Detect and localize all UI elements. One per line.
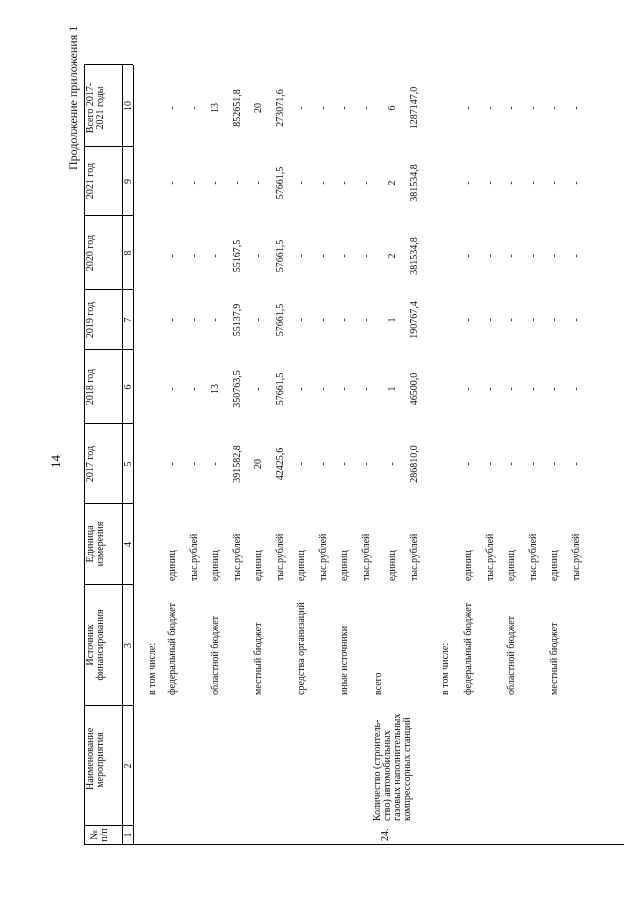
value-cell: 350763,5 xyxy=(231,370,243,408)
unit-label: тыс.рублей xyxy=(317,533,329,581)
header-2019: 2019 год xyxy=(85,301,96,339)
value-cell: - xyxy=(549,106,560,110)
value-cell: - xyxy=(506,387,517,391)
value-cell: 190767,4 xyxy=(409,301,420,339)
value-cell: - xyxy=(188,387,200,391)
value-cell: - xyxy=(188,462,200,466)
value-cell: - xyxy=(317,387,329,391)
header-unit: Единица измерения xyxy=(85,521,106,567)
value-cell: - xyxy=(484,387,496,391)
unit-label: единиц xyxy=(253,550,264,581)
unit-label: единиц xyxy=(210,550,221,581)
value-cell: - xyxy=(527,387,539,391)
value-cell: - xyxy=(549,462,560,466)
value-cell: - xyxy=(506,254,517,258)
value-cell: - xyxy=(317,254,329,258)
unit-label: единиц xyxy=(463,550,474,581)
unit-label: тыс.рублей xyxy=(570,533,582,581)
value-cell: - xyxy=(549,181,560,185)
value-cell: - xyxy=(317,181,329,185)
unit-label: тыс.рублей xyxy=(188,533,200,581)
value-cell: 852651,8 xyxy=(231,89,243,127)
value-cell: 273071,6 xyxy=(274,89,286,127)
col-number: 7 xyxy=(123,317,134,323)
unit-label: единиц xyxy=(339,550,350,581)
source-label: федеральный бюджет xyxy=(463,602,474,695)
value-cell: 1 xyxy=(387,386,398,392)
value-cell: - xyxy=(339,181,350,185)
value-cell: - xyxy=(360,462,372,466)
source-total: всего xyxy=(373,672,384,695)
value-cell: - xyxy=(506,181,517,185)
value-cell: - xyxy=(188,106,200,110)
item-number: 24. xyxy=(380,828,391,841)
value-cell: - xyxy=(296,387,307,391)
value-cell: - xyxy=(484,318,496,322)
col-number: 9 xyxy=(123,179,134,184)
value-cell: - xyxy=(317,106,329,110)
value-cell: - xyxy=(484,462,496,466)
value-cell: - xyxy=(506,106,517,110)
unit-label: тыс.рублей xyxy=(484,533,496,581)
value-cell: - xyxy=(210,462,221,466)
value-cell: - xyxy=(167,254,178,258)
value-cell: - xyxy=(570,181,582,185)
col-number: 4 xyxy=(123,542,134,547)
item-name: Количество (строитель- ство) автомобильных газовых наполнительных компрессорных станций xyxy=(372,713,413,821)
source-label: средства организаций xyxy=(296,602,307,695)
value-cell: - xyxy=(188,254,200,258)
page-number: 14 xyxy=(48,455,63,468)
col-number: 5 xyxy=(123,461,134,467)
value-cell: - xyxy=(253,387,264,391)
source-label: федеральный бюджет xyxy=(167,602,178,695)
source-label: местный бюджет xyxy=(253,622,264,695)
continuation-note: Продолжение приложения 1 xyxy=(66,25,80,170)
value-cell: - xyxy=(506,318,517,322)
col-number: 6 xyxy=(123,384,134,390)
value-cell: - xyxy=(549,387,560,391)
value-cell: - xyxy=(570,318,582,322)
value-cell: - xyxy=(570,254,582,258)
header-2017: 2017 год xyxy=(85,445,96,483)
value-cell: - xyxy=(570,387,582,391)
value-cell: - xyxy=(296,106,307,110)
value-cell: - xyxy=(167,387,178,391)
col-number: 8 xyxy=(123,250,134,256)
value-cell: 381534,8 xyxy=(409,237,420,275)
value-cell: - xyxy=(167,462,178,466)
unit-label: тыс.рублей xyxy=(409,533,420,581)
value-cell: - xyxy=(360,318,372,322)
incl-label: в том числе: xyxy=(147,642,158,695)
value-cell: - xyxy=(549,254,560,258)
header-n: № п/п xyxy=(89,828,110,842)
value-cell: - xyxy=(570,106,582,110)
value-cell: - xyxy=(296,462,307,466)
value-cell: - xyxy=(339,106,350,110)
value-cell: - xyxy=(210,318,221,322)
value-cell: 57661,5 xyxy=(274,166,286,200)
value-cell: 42425,6 xyxy=(274,447,286,481)
value-cell: 6 xyxy=(387,105,398,111)
value-cell: 20 xyxy=(253,459,264,469)
value-cell: 2 xyxy=(387,180,398,186)
value-cell: 20 xyxy=(253,103,264,113)
value-cell: - xyxy=(527,318,539,322)
unit-label: единиц xyxy=(549,550,560,581)
value-cell: - xyxy=(339,254,350,258)
value-cell: - xyxy=(360,254,372,258)
source-label: иные источники xyxy=(339,625,350,695)
unit-label: единиц xyxy=(506,550,517,581)
value-cell: - xyxy=(570,462,582,466)
value-cell: - xyxy=(484,181,496,185)
value-cell: - xyxy=(188,318,200,322)
value-cell: - xyxy=(527,106,539,110)
value-cell: - xyxy=(360,181,372,185)
value-cell: 286810,0 xyxy=(409,445,420,483)
value-cell: 1 xyxy=(387,317,398,323)
header-2020: 2020 год xyxy=(85,234,96,272)
value-cell: - xyxy=(210,254,221,258)
unit-label: тыс.рублей xyxy=(360,533,372,581)
value-cell: - xyxy=(506,462,517,466)
value-cell: - xyxy=(339,387,350,391)
source-label: областной бюджет xyxy=(506,615,517,695)
value-cell: - xyxy=(210,181,221,185)
value-cell: - xyxy=(549,318,560,322)
value-cell: - xyxy=(527,462,539,466)
value-cell: - xyxy=(231,181,243,185)
value-cell: 57661,5 xyxy=(274,303,286,337)
value-cell: 57661,5 xyxy=(274,372,286,406)
source-label: областной бюджет xyxy=(210,615,221,695)
value-cell: - xyxy=(387,462,398,466)
value-cell: - xyxy=(167,181,178,185)
value-cell: - xyxy=(463,254,474,258)
value-cell: - xyxy=(484,106,496,110)
value-cell: 13 xyxy=(210,103,221,113)
value-cell: - xyxy=(463,462,474,466)
value-cell: - xyxy=(463,318,474,322)
unit-label: единиц xyxy=(387,550,398,581)
value-cell: 55167,5 xyxy=(231,239,243,273)
incl-label: в том числе: xyxy=(440,642,451,695)
value-cell: - xyxy=(296,318,307,322)
col-number: 1 xyxy=(123,832,134,838)
col-number: 10 xyxy=(123,101,134,111)
value-cell: - xyxy=(253,181,264,185)
header-total: Всего 2017-2021 годы xyxy=(85,82,106,134)
value-cell: - xyxy=(253,254,264,258)
unit-label: тыс.рублей xyxy=(231,533,243,581)
value-cell: 381534,8 xyxy=(409,164,420,202)
unit-label: тыс.рублей xyxy=(274,533,286,581)
value-cell: - xyxy=(167,318,178,322)
value-cell: - xyxy=(484,254,496,258)
value-cell: - xyxy=(463,181,474,185)
value-cell: 13 xyxy=(210,384,221,394)
value-cell: - xyxy=(360,387,372,391)
value-cell: - xyxy=(317,462,329,466)
col-number: 2 xyxy=(123,763,134,769)
value-cell: - xyxy=(188,181,200,185)
header-2018: 2018 год xyxy=(85,368,96,406)
value-cell: 57661,5 xyxy=(274,239,286,273)
value-cell: 2 xyxy=(387,253,398,259)
value-cell: 55137,9 xyxy=(231,303,243,337)
value-cell: - xyxy=(463,106,474,110)
value-cell: 1287147,0 xyxy=(409,86,420,130)
value-cell: - xyxy=(339,462,350,466)
value-cell: - xyxy=(296,181,307,185)
value-cell: - xyxy=(317,318,329,322)
value-cell: - xyxy=(167,106,178,110)
col-number: 3 xyxy=(123,643,134,648)
unit-label: единиц xyxy=(296,550,307,581)
value-cell: 46500,0 xyxy=(409,372,420,406)
value-cell: - xyxy=(527,254,539,258)
header-name: Наименование мероприятия xyxy=(85,727,106,790)
value-cell: 391582,8 xyxy=(231,445,243,483)
unit-label: единиц xyxy=(167,550,178,581)
value-cell: - xyxy=(527,181,539,185)
source-label: местный бюджет xyxy=(549,622,560,695)
header-source: Источник финансирования xyxy=(85,609,106,681)
value-cell: - xyxy=(339,318,350,322)
value-cell: - xyxy=(463,387,474,391)
header-2021: 2021 год xyxy=(85,162,96,200)
unit-label: тыс.рублей xyxy=(527,533,539,581)
value-cell: - xyxy=(360,106,372,110)
value-cell: - xyxy=(253,318,264,322)
value-cell: - xyxy=(296,254,307,258)
